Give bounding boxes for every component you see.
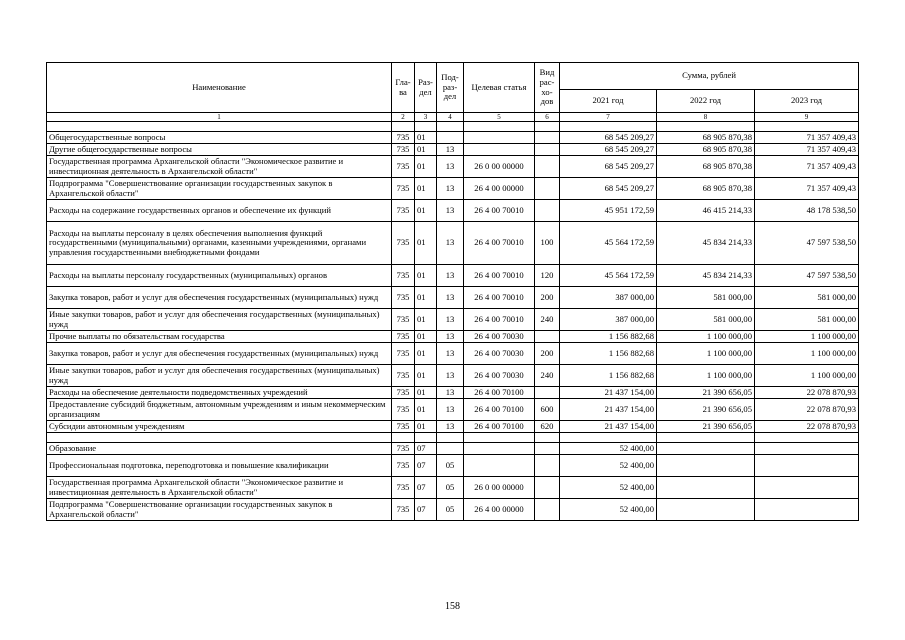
column-index: 3: [415, 113, 437, 122]
cell-sum-2023: 581 000,00: [755, 287, 859, 309]
table-row: [47, 309, 859, 331]
cell-sum-2021: 52 400,00: [560, 499, 657, 521]
blank-cell: [415, 122, 437, 132]
col-header-year-2022: 2022 год: [657, 90, 755, 113]
cell-sum-2023: [755, 477, 859, 499]
cell-tselevaya: [464, 132, 535, 144]
cell-sum-2023: 48 178 538,50: [755, 200, 859, 222]
cell-podrazdel: 13: [437, 144, 464, 156]
table-blank-row: [47, 433, 859, 443]
cell-name: Общегосударственные вопросы: [47, 132, 392, 144]
cell-glava: 735: [392, 222, 415, 265]
cell-sum-2022: [657, 499, 755, 521]
cell-tselevaya: 26 0 00 00000: [464, 156, 535, 178]
cell-sum-2021: 45 951 172,59: [560, 200, 657, 222]
col-header-year-2021: 2021 год: [560, 90, 657, 113]
cell-razdel: 01: [415, 144, 437, 156]
cell-sum-2022: 21 390 656,05: [657, 421, 755, 433]
column-index: 7: [560, 113, 657, 122]
cell-podrazdel: 13: [437, 156, 464, 178]
cell-podrazdel: [437, 443, 464, 455]
cell-sum-2021: 68 545 209,27: [560, 132, 657, 144]
table-row: [47, 477, 859, 499]
cell-sum-2022: 68 905 870,38: [657, 156, 755, 178]
cell-sum-2021: 1 156 882,68: [560, 343, 657, 365]
col-header-podrazdel: Под-раз-дел: [437, 63, 464, 113]
cell-name: Прочие выплаты по обязательствам государства: [47, 331, 392, 343]
col-header-razdel: Раз-дел: [415, 63, 437, 113]
cell-sum-2021: 52 400,00: [560, 443, 657, 455]
col-header-glava: Гла-ва: [392, 63, 415, 113]
cell-vid: 120: [535, 265, 560, 287]
cell-sum-2022: 46 415 214,33: [657, 200, 755, 222]
cell-podrazdel: 13: [437, 343, 464, 365]
cell-name: Государственная программа Архангельской области "Экономическое развитие и инвестиционная деятельность в Архангельской области": [47, 477, 392, 499]
cell-tselevaya: 26 4 00 70100: [464, 421, 535, 433]
blank-cell: [560, 433, 657, 443]
cell-tselevaya: 26 4 00 70010: [464, 265, 535, 287]
cell-sum-2021: 52 400,00: [560, 477, 657, 499]
cell-name: Субсидии автономным учреждениям: [47, 421, 392, 433]
cell-sum-2022: 1 100 000,00: [657, 331, 755, 343]
col-header-tselevaya: Целевая статья: [464, 63, 535, 113]
budget-table: [46, 62, 859, 521]
cell-glava: 735: [392, 387, 415, 399]
cell-razdel: 01: [415, 309, 437, 331]
cell-podrazdel: 13: [437, 200, 464, 222]
cell-sum-2022: 68 905 870,38: [657, 144, 755, 156]
cell-vid: 200: [535, 287, 560, 309]
cell-vid: 240: [535, 365, 560, 387]
col-header-summa: Сумма, рублей: [560, 63, 859, 90]
cell-name: Закупка товаров, работ и услуг для обеспечения государственных (муниципальных) нужд: [47, 343, 392, 365]
cell-sum-2023: 71 357 409,43: [755, 156, 859, 178]
cell-podrazdel: 05: [437, 499, 464, 521]
blank-cell: [392, 122, 415, 132]
cell-sum-2022: 21 390 656,05: [657, 387, 755, 399]
cell-razdel: 01: [415, 178, 437, 200]
column-index: 8: [657, 113, 755, 122]
cell-sum-2022: 68 905 870,38: [657, 178, 755, 200]
cell-vid: [535, 156, 560, 178]
cell-tselevaya: 26 4 00 70010: [464, 200, 535, 222]
cell-sum-2021: 68 545 209,27: [560, 144, 657, 156]
table-row: [47, 222, 859, 265]
cell-name: Иные закупки товаров, работ и услуг для обеспечения государственных (муниципальных) нужд: [47, 309, 392, 331]
table-row: [47, 265, 859, 287]
cell-sum-2021: 1 156 882,68: [560, 331, 657, 343]
cell-sum-2022: 45 834 214,33: [657, 222, 755, 265]
cell-razdel: 01: [415, 200, 437, 222]
cell-vid: [535, 200, 560, 222]
blank-cell: [755, 122, 859, 132]
cell-sum-2021: 45 564 172,59: [560, 265, 657, 287]
cell-tselevaya: 26 4 00 70030: [464, 365, 535, 387]
cell-razdel: 01: [415, 265, 437, 287]
cell-sum-2022: [657, 477, 755, 499]
cell-podrazdel: 05: [437, 455, 464, 477]
cell-sum-2023: 22 078 870,93: [755, 421, 859, 433]
cell-podrazdel: 13: [437, 421, 464, 433]
cell-tselevaya: 26 4 00 70100: [464, 399, 535, 421]
cell-glava: 735: [392, 343, 415, 365]
cell-glava: 735: [392, 455, 415, 477]
cell-sum-2023: 581 000,00: [755, 309, 859, 331]
cell-sum-2023: 1 100 000,00: [755, 331, 859, 343]
table-row: [47, 443, 859, 455]
cell-name: Расходы на выплаты персоналу государственных (муниципальных) органов: [47, 265, 392, 287]
cell-sum-2023: 71 357 409,43: [755, 144, 859, 156]
table-row: [47, 178, 859, 200]
blank-cell: [657, 433, 755, 443]
cell-razdel: 01: [415, 399, 437, 421]
cell-sum-2023: 47 597 538,50: [755, 222, 859, 265]
table-row: [47, 156, 859, 178]
cell-glava: 735: [392, 287, 415, 309]
cell-podrazdel: 13: [437, 331, 464, 343]
cell-razdel: 01: [415, 421, 437, 433]
table-row: [47, 421, 859, 433]
cell-sum-2022: 21 390 656,05: [657, 399, 755, 421]
column-index: 9: [755, 113, 859, 122]
table-row: [47, 200, 859, 222]
cell-tselevaya: 26 4 00 70030: [464, 331, 535, 343]
col-header-name: Наименование: [47, 63, 392, 113]
table-row: [47, 499, 859, 521]
cell-name: Иные закупки товаров, работ и услуг для обеспечения государственных (муниципальных) нужд: [47, 365, 392, 387]
cell-razdel: 07: [415, 455, 437, 477]
blank-cell: [535, 433, 560, 443]
cell-glava: 735: [392, 331, 415, 343]
cell-glava: 735: [392, 309, 415, 331]
cell-sum-2022: 581 000,00: [657, 309, 755, 331]
cell-name: Государственная программа Архангельской области "Экономическое развитие и инвестиционная деятельность в Архангельской области": [47, 156, 392, 178]
cell-sum-2021: 52 400,00: [560, 455, 657, 477]
cell-sum-2022: [657, 443, 755, 455]
cell-razdel: 07: [415, 499, 437, 521]
cell-podrazdel: 13: [437, 178, 464, 200]
cell-tselevaya: [464, 455, 535, 477]
cell-vid: [535, 387, 560, 399]
cell-sum-2023: [755, 443, 859, 455]
blank-cell: [464, 433, 535, 443]
column-index: 2: [392, 113, 415, 122]
cell-glava: 735: [392, 144, 415, 156]
cell-sum-2023: 47 597 538,50: [755, 265, 859, 287]
cell-sum-2023: 71 357 409,43: [755, 178, 859, 200]
table-blank-row: [47, 122, 859, 132]
table-row: [47, 343, 859, 365]
blank-cell: [560, 122, 657, 132]
cell-name: Подпрограмма "Совершенствование организации государственных закупок в Архангельской области": [47, 178, 392, 200]
table-row: [47, 331, 859, 343]
cell-tselevaya: 26 4 00 00000: [464, 499, 535, 521]
page-number: 158: [445, 601, 460, 612]
cell-sum-2021: 45 564 172,59: [560, 222, 657, 265]
cell-vid: [535, 132, 560, 144]
cell-glava: 735: [392, 499, 415, 521]
cell-vid: 600: [535, 399, 560, 421]
header-row-top: [47, 63, 859, 90]
cell-sum-2023: [755, 499, 859, 521]
cell-vid: [535, 455, 560, 477]
column-index: 5: [464, 113, 535, 122]
cell-tselevaya: 26 0 00 00000: [464, 477, 535, 499]
cell-tselevaya: 26 4 00 70100: [464, 387, 535, 399]
blank-cell: [47, 433, 392, 443]
cell-podrazdel: 13: [437, 222, 464, 265]
cell-name: Расходы на обеспечение деятельности подведомственных учреждений: [47, 387, 392, 399]
cell-vid: 240: [535, 309, 560, 331]
cell-name: Расходы на выплаты персоналу в целях обеспечения выполнения функций государственными (муниципальными) органами, казенными учреждениями, органами управления государственными внебюджетными фондами: [47, 222, 392, 265]
table-body: [47, 122, 859, 521]
cell-glava: 735: [392, 132, 415, 144]
cell-razdel: 01: [415, 387, 437, 399]
cell-sum-2023: 22 078 870,93: [755, 387, 859, 399]
cell-vid: [535, 178, 560, 200]
cell-sum-2021: 21 437 154,00: [560, 399, 657, 421]
table-row: [47, 387, 859, 399]
cell-vid: 620: [535, 421, 560, 433]
cell-glava: 735: [392, 443, 415, 455]
table-row: [47, 399, 859, 421]
cell-podrazdel: 13: [437, 387, 464, 399]
cell-sum-2023: 1 100 000,00: [755, 343, 859, 365]
cell-sum-2023: [755, 455, 859, 477]
cell-sum-2022: 45 834 214,33: [657, 265, 755, 287]
cell-podrazdel: [437, 132, 464, 144]
cell-tselevaya: [464, 144, 535, 156]
cell-razdel: 01: [415, 331, 437, 343]
table-row: [47, 144, 859, 156]
cell-sum-2021: 21 437 154,00: [560, 387, 657, 399]
blank-cell: [464, 122, 535, 132]
blank-cell: [415, 433, 437, 443]
cell-tselevaya: 26 4 00 70010: [464, 287, 535, 309]
cell-sum-2023: 1 100 000,00: [755, 365, 859, 387]
cell-name: Другие общегосударственные вопросы: [47, 144, 392, 156]
cell-sum-2022: 1 100 000,00: [657, 365, 755, 387]
cell-name: Профессиональная подготовка, переподготовка и повышение квалификации: [47, 455, 392, 477]
cell-sum-2021: 68 545 209,27: [560, 178, 657, 200]
cell-tselevaya: 26 4 00 70030: [464, 343, 535, 365]
cell-vid: [535, 443, 560, 455]
cell-sum-2023: 71 357 409,43: [755, 132, 859, 144]
cell-vid: 100: [535, 222, 560, 265]
cell-sum-2021: 68 545 209,27: [560, 156, 657, 178]
cell-razdel: 01: [415, 222, 437, 265]
cell-podrazdel: 13: [437, 309, 464, 331]
cell-razdel: 01: [415, 343, 437, 365]
cell-name: Закупка товаров, работ и услуг для обеспечения государственных (муниципальных) нужд: [47, 287, 392, 309]
cell-vid: [535, 477, 560, 499]
cell-sum-2021: 387 000,00: [560, 309, 657, 331]
blank-cell: [392, 433, 415, 443]
table-row: [47, 455, 859, 477]
cell-sum-2022: 1 100 000,00: [657, 343, 755, 365]
cell-sum-2022: 68 905 870,38: [657, 132, 755, 144]
cell-vid: 200: [535, 343, 560, 365]
col-header-vid: Вид рас-хо-дов: [535, 63, 560, 113]
table-row: [47, 132, 859, 144]
cell-tselevaya: [464, 443, 535, 455]
cell-glava: 735: [392, 178, 415, 200]
cell-razdel: 07: [415, 477, 437, 499]
cell-glava: 735: [392, 156, 415, 178]
cell-name: Предоставление субсидий бюджетным, автономным учреждениям и иным некоммерческим организациям: [47, 399, 392, 421]
cell-sum-2023: 22 078 870,93: [755, 399, 859, 421]
cell-razdel: 01: [415, 287, 437, 309]
cell-podrazdel: 13: [437, 265, 464, 287]
cell-vid: [535, 331, 560, 343]
cell-glava: 735: [392, 265, 415, 287]
cell-sum-2022: [657, 455, 755, 477]
cell-podrazdel: 13: [437, 365, 464, 387]
cell-podrazdel: 13: [437, 399, 464, 421]
column-index: 1: [47, 113, 392, 122]
table-row: [47, 287, 859, 309]
blank-cell: [47, 122, 392, 132]
cell-sum-2021: 387 000,00: [560, 287, 657, 309]
column-index-row: [47, 113, 859, 122]
cell-sum-2021: 1 156 882,68: [560, 365, 657, 387]
cell-sum-2022: 581 000,00: [657, 287, 755, 309]
col-header-year-2023: 2023 год: [755, 90, 859, 113]
cell-vid: [535, 499, 560, 521]
blank-cell: [535, 122, 560, 132]
column-index: 4: [437, 113, 464, 122]
cell-tselevaya: 26 4 00 70010: [464, 309, 535, 331]
cell-sum-2021: 21 437 154,00: [560, 421, 657, 433]
cell-glava: 735: [392, 399, 415, 421]
blank-cell: [437, 433, 464, 443]
column-index: 6: [535, 113, 560, 122]
cell-glava: 735: [392, 365, 415, 387]
cell-vid: [535, 144, 560, 156]
cell-glava: 735: [392, 200, 415, 222]
blank-cell: [657, 122, 755, 132]
blank-cell: [755, 433, 859, 443]
cell-podrazdel: 13: [437, 287, 464, 309]
cell-podrazdel: 05: [437, 477, 464, 499]
cell-glava: 735: [392, 477, 415, 499]
cell-razdel: 07: [415, 443, 437, 455]
cell-razdel: 01: [415, 132, 437, 144]
cell-tselevaya: 26 4 00 70010: [464, 222, 535, 265]
cell-razdel: 01: [415, 365, 437, 387]
cell-name: Подпрограмма "Совершенствование организации государственных закупок в Архангельской области": [47, 499, 392, 521]
cell-glava: 735: [392, 421, 415, 433]
cell-tselevaya: 26 4 00 00000: [464, 178, 535, 200]
cell-name: Образование: [47, 443, 392, 455]
cell-name: Расходы на содержание государственных органов и обеспечение их функций: [47, 200, 392, 222]
cell-razdel: 01: [415, 156, 437, 178]
table-row: [47, 365, 859, 387]
blank-cell: [437, 122, 464, 132]
